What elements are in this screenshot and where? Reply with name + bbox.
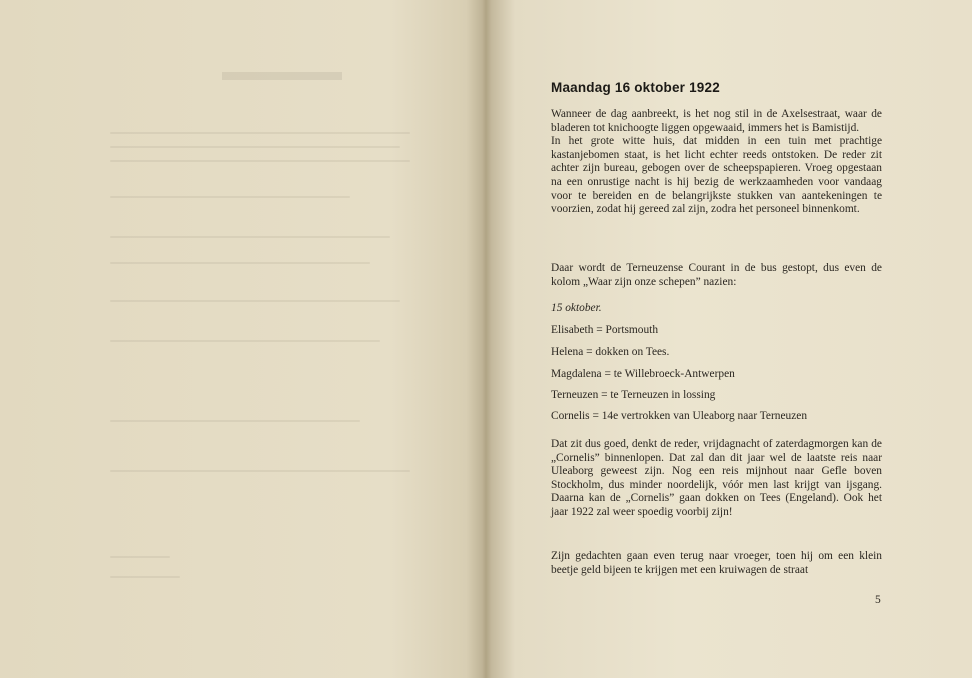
paragraph-3 [551, 438, 882, 520]
paragraph-4 [551, 550, 882, 577]
show-through-line [110, 340, 380, 342]
show-through-line [110, 420, 360, 422]
right-page [487, 0, 972, 678]
show-through-line [110, 556, 170, 558]
paragraph-4-text: Zijn gedachten gaan even terug naar vroeger, toen hij om een klein beetje geld bijeen te krijgen met een kruiwagen de straat [551, 550, 882, 576]
paragraph-1-sentence-a: Wanneer de dag aanbreekt, is het nog stil in de Axelsestraat, waar de bladeren tot knichoogte liggen opgewaaid, immers het is Bamistijd. [551, 108, 882, 134]
show-through-line [110, 146, 400, 148]
paragraph-1 [551, 108, 882, 217]
show-through-line [110, 132, 410, 134]
show-through-line [110, 236, 390, 238]
left-page-blank [0, 0, 485, 678]
ship-item: Magdalena = te Willebroeck-Antwerpen [551, 368, 735, 380]
list-date: 15 oktober. [551, 302, 602, 314]
show-through-title [222, 72, 342, 80]
paragraph-2-text: Daar wordt de Terneuzense Courant in de bus gestopt, dus even de kolom „Waar zijn onze schepen” nazien: [551, 262, 882, 288]
paragraph-3-text: Dat zit dus goed, denkt de reder, vrijdagnacht of zaterdagmorgen kan de „Cornelis” binnenlopen. Dat zal dan dit jaar wel de laatste reis naar Uleaborg geweest zijn. Nog een reis mijnhout naar Gefle boven Stockholm, dus minder noordelijk, vóór men last krijgt van ijsgang. Daarna kan de „Cornelis” gaan dokken on Tees (Engeland). Ook het jaar 1922 zal weer spoedig voorbij zijn! [551, 438, 882, 518]
show-through-line [110, 300, 400, 302]
ship-item: Elisabeth = Portsmouth [551, 324, 659, 336]
ship-item: Helena = dokken on Tees. [551, 346, 670, 358]
page-number: 5 [875, 594, 881, 606]
show-through-line [110, 576, 180, 578]
show-through-line [110, 262, 370, 264]
ship-item: Terneuzen = te Terneuzen in lossing [551, 389, 716, 401]
show-through-line [110, 470, 410, 472]
show-through-line [110, 160, 410, 162]
ship-item: Cornelis = 14e vertrokken van Uleaborg naar Terneuzen [551, 410, 808, 422]
paragraph-2 [551, 262, 882, 289]
paragraph-1-sentence-b: In het grote witte huis, dat midden in een tuin met prachtige kastanjebomen staat, is het licht echter reeds ontstoken. De reder zit achter zijn bureau, gebogen over de scheepspapieren. Vroeg opgestaan na een onrustige nacht is hij bezig de werkzaamheden voor vandaag voor te bereiden en de belangrijkste stukken van aantekeningen te voorzien, zodat hij gereed zal zijn, zodra het personeel binnenkomt. [551, 135, 882, 216]
chapter-heading: Maandag 16 oktober 1922 [551, 80, 720, 95]
show-through-line [110, 196, 350, 198]
